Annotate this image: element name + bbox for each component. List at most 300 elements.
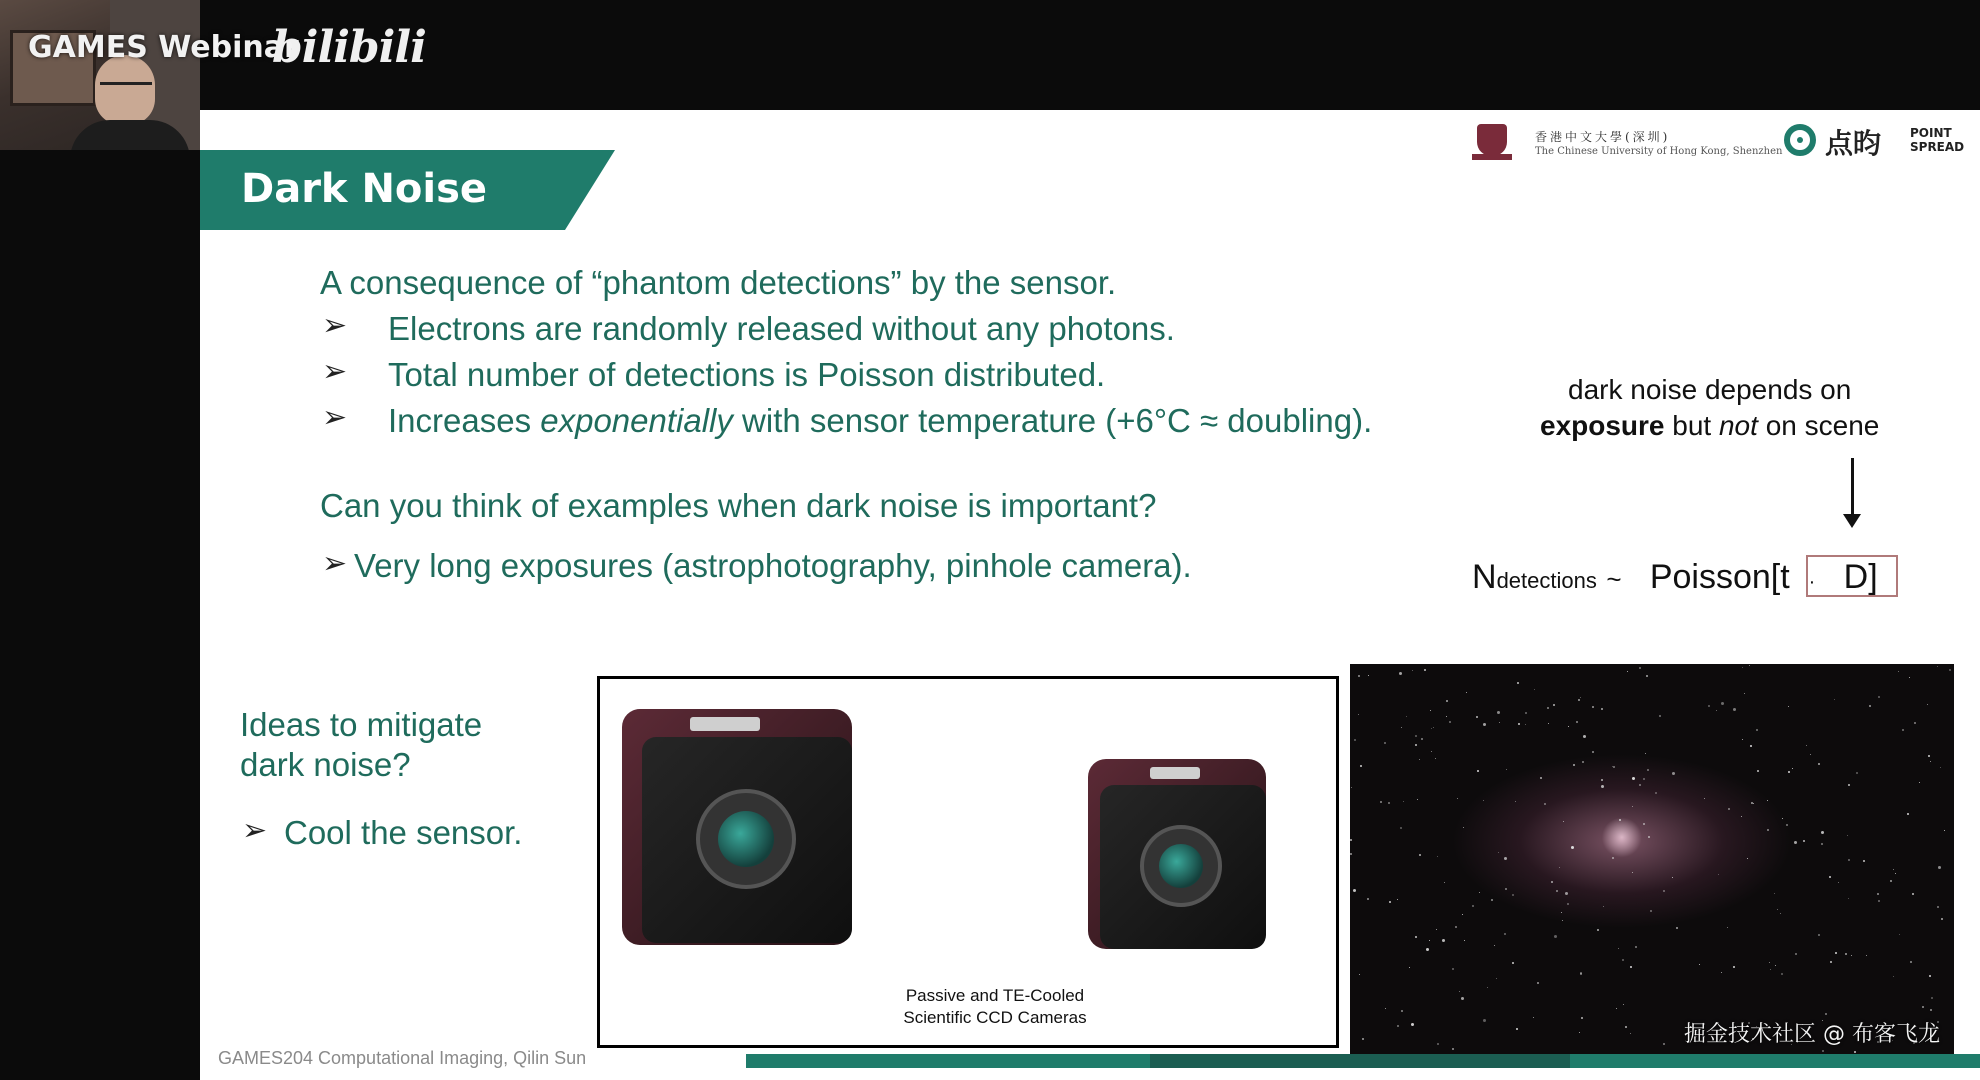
formula-close: ]	[1868, 558, 1878, 596]
star-dot	[1504, 857, 1507, 860]
star-dot	[1556, 890, 1558, 892]
star-dot	[1733, 708, 1736, 711]
star-dot	[1483, 1019, 1486, 1022]
star-dot	[1351, 787, 1352, 788]
star-dot	[1354, 739, 1356, 741]
star-dot	[1362, 1038, 1364, 1040]
star-dot	[1834, 699, 1835, 700]
down-arrow-icon	[1851, 458, 1854, 518]
star-dot	[1856, 772, 1858, 774]
slide-footer: GAMES204 Computational Imaging, Qilin Sun	[218, 1048, 587, 1068]
star-dot	[1663, 1043, 1665, 1045]
star-dot	[1910, 961, 1912, 963]
star-dot	[1854, 1051, 1856, 1053]
star-dot	[1750, 745, 1752, 747]
cuhk-name-en: The Chinese University of Hong Kong, Shenzhen	[1535, 146, 1783, 157]
star-dot	[1515, 801, 1516, 802]
star-dot	[1769, 962, 1770, 963]
star-dot	[1525, 712, 1527, 714]
star-dot	[1902, 729, 1904, 731]
star-dot	[1431, 728, 1432, 729]
star-dot	[1601, 708, 1603, 710]
star-dot	[1573, 764, 1575, 766]
star-dot	[1421, 738, 1423, 740]
star-dot	[1578, 699, 1580, 701]
star-dot	[1648, 836, 1650, 838]
star-dot	[1487, 987, 1488, 988]
star-dot	[1613, 766, 1615, 768]
cuhk-crest-base	[1472, 154, 1512, 160]
star-dot	[1622, 959, 1624, 961]
star-dot	[1415, 744, 1417, 746]
star-dot	[1419, 854, 1421, 856]
camera-caption-line1: Passive and TE-Cooled	[905, 986, 1085, 1005]
star-dot	[1544, 803, 1546, 805]
star-dot	[1912, 893, 1914, 895]
highlight-box	[1806, 555, 1898, 597]
star-dot	[1491, 899, 1493, 901]
star-dot	[1708, 705, 1710, 707]
star-dot	[1401, 727, 1402, 728]
star-dot	[1457, 798, 1458, 799]
star-dot	[1399, 672, 1402, 675]
star-dot	[1540, 777, 1542, 779]
star-dot	[1659, 715, 1661, 717]
mitigate-bullet: Cool the sensor.	[284, 814, 523, 851]
star-dot	[1635, 946, 1637, 948]
star-dot	[1592, 706, 1594, 708]
star-dot	[1619, 819, 1621, 821]
star-dot	[1388, 802, 1390, 804]
star-dot	[1424, 669, 1426, 671]
star-dot	[1417, 799, 1418, 800]
question-text: Can you think of examples when dark noise is important?	[320, 487, 1157, 524]
star-dot	[1632, 806, 1633, 807]
star-dot	[1829, 876, 1831, 878]
star-dot	[1838, 882, 1839, 883]
star-dot	[1444, 882, 1445, 883]
star-dot	[1380, 801, 1382, 803]
star-dot	[1483, 723, 1486, 726]
presenter-webcam	[0, 0, 200, 150]
star-dot	[1466, 692, 1467, 693]
star-dot	[1940, 767, 1941, 768]
star-dot	[1446, 700, 1448, 702]
star-dot	[1786, 824, 1788, 826]
star-dot	[1479, 892, 1480, 893]
star-dot	[1878, 900, 1880, 902]
star-dot	[1627, 671, 1628, 672]
star-dot	[1506, 769, 1507, 770]
mitigate-line1: Ideas to mitigate	[240, 706, 483, 743]
camera-caption-line2: Scientific CCD Cameras	[903, 1008, 1087, 1027]
star-dot	[1749, 665, 1750, 666]
star-dot	[1821, 831, 1824, 834]
star-dot	[1430, 710, 1431, 711]
star-dot	[1774, 893, 1775, 894]
star-dot	[1512, 894, 1514, 896]
star-dot	[1878, 696, 1880, 698]
star-dot	[1449, 721, 1451, 723]
star-dot	[1592, 751, 1594, 753]
bullet-arrow-icon: ➢	[322, 546, 348, 581]
star-dot	[1756, 729, 1758, 731]
bullet-arrow-icon: ➢	[322, 354, 348, 389]
star-dot	[1411, 1023, 1414, 1026]
star-dot	[1835, 952, 1837, 954]
bullet-item: Total number of detections is Poisson distributed.	[388, 356, 1106, 393]
star-dot	[1419, 759, 1420, 760]
star-dot	[1433, 727, 1434, 728]
star-dot	[1597, 929, 1599, 931]
star-dot	[1704, 798, 1705, 799]
star-dot	[1400, 827, 1402, 829]
star-dot	[1927, 704, 1928, 705]
star-dot	[1663, 890, 1665, 892]
star-dot	[1518, 723, 1520, 725]
star-dot	[1406, 716, 1407, 717]
formula-dot: ·	[1808, 571, 1816, 593]
star-dot	[1583, 735, 1586, 738]
star-dot	[1830, 961, 1832, 963]
star-dot	[1537, 982, 1539, 984]
bullet-item-temperature	[388, 402, 1372, 440]
down-arrow-head-icon	[1843, 514, 1861, 528]
star-dot	[1645, 753, 1646, 754]
star-dot	[1562, 920, 1563, 921]
camera-caption	[885, 985, 1105, 1029]
star-dot	[1757, 770, 1759, 772]
star-dot	[1548, 723, 1549, 724]
star-dot	[1435, 758, 1436, 759]
bullet-text-after: with sensor temperature (+6°C ≈ doubling).	[732, 402, 1373, 439]
star-dot	[1907, 813, 1909, 815]
formula-subscript: detections	[1496, 568, 1597, 593]
star-dot	[1353, 889, 1356, 892]
star-dot	[1899, 934, 1900, 935]
star-dot	[1553, 704, 1555, 706]
star-dot	[1499, 722, 1500, 723]
side-note-end: on scene	[1757, 410, 1880, 441]
star-dot	[1397, 899, 1398, 900]
star-dot	[1721, 702, 1724, 705]
star-dot	[1895, 873, 1896, 874]
star-dot	[1401, 1010, 1403, 1012]
star-dot	[1639, 667, 1641, 669]
star-dot	[1803, 840, 1805, 842]
cuhk-crest-icon	[1477, 124, 1507, 156]
star-dot	[1928, 755, 1930, 757]
star-dot	[1893, 976, 1894, 977]
star-dot	[1350, 839, 1352, 841]
star-dot	[1436, 929, 1437, 930]
star-dot	[1496, 978, 1497, 979]
star-dot	[1845, 953, 1847, 955]
star-dot	[1781, 973, 1783, 975]
slide	[200, 110, 1980, 1080]
star-dot	[1565, 892, 1568, 895]
star-dot	[1504, 933, 1506, 935]
star-dot	[1780, 913, 1781, 914]
slide-title: Dark Noise	[241, 166, 488, 212]
star-dot	[1825, 1013, 1827, 1015]
bullet-item: Electrons are randomly released without any photons.	[388, 310, 1175, 347]
star-dot	[1579, 1032, 1580, 1033]
star-dot	[1851, 955, 1852, 956]
star-dot	[1463, 827, 1464, 828]
pointspread-name-en-1: POINT	[1910, 126, 1952, 140]
star-dot	[1792, 768, 1793, 769]
formula-d: D	[1843, 558, 1869, 596]
formula-tilde: ~	[1606, 564, 1622, 594]
star-dot	[1517, 682, 1519, 684]
star-dot	[1534, 689, 1535, 690]
star-dot	[1744, 693, 1745, 694]
star-dot	[1554, 935, 1557, 938]
formula-t: t	[1780, 558, 1790, 596]
star-dot	[1650, 910, 1652, 912]
star-dot	[1937, 666, 1938, 667]
star-dot	[1930, 1009, 1932, 1011]
star-dot	[1818, 934, 1820, 936]
star-dot	[1384, 742, 1386, 744]
star-dot	[1818, 763, 1820, 765]
star-dot	[1733, 966, 1735, 968]
star-dot	[1672, 772, 1675, 775]
star-dot	[1581, 1017, 1583, 1019]
star-dot	[1767, 829, 1769, 831]
side-note-italic: not	[1718, 410, 1758, 441]
star-dot	[1476, 716, 1478, 718]
star-dot	[1616, 1008, 1617, 1009]
star-dot	[1563, 821, 1564, 822]
star-dot	[1821, 843, 1823, 845]
star-dot	[1494, 945, 1495, 946]
star-dot	[1742, 739, 1743, 740]
star-dot	[1877, 893, 1879, 895]
star-dot	[1643, 823, 1645, 825]
star-dot	[1459, 991, 1460, 992]
star-dot	[1930, 761, 1931, 762]
star-dot	[1505, 888, 1507, 890]
star-dot	[1618, 948, 1619, 949]
star-dot	[1655, 792, 1657, 794]
star-dot	[1547, 707, 1549, 709]
pointspread-name-cn: 点昀	[1825, 127, 1882, 160]
pointspread-name-en-2: SPREAD	[1910, 140, 1965, 154]
star-dot	[1358, 714, 1359, 715]
star-dot	[1415, 735, 1417, 737]
star-dot	[1437, 1043, 1439, 1045]
star-dot	[1368, 675, 1369, 676]
star-dot	[1848, 784, 1850, 786]
star-dot	[1442, 939, 1445, 942]
side-note-line1: dark noise depends on	[1568, 374, 1852, 405]
star-dot	[1601, 785, 1604, 788]
star-dot	[1949, 669, 1951, 671]
star-dot	[1721, 972, 1722, 973]
star-dot	[1452, 968, 1454, 970]
star-dot	[1630, 1033, 1631, 1034]
camera-large-label	[690, 717, 760, 731]
star-dot	[1409, 967, 1410, 968]
star-dot	[1525, 724, 1526, 725]
star-dot	[1437, 856, 1438, 857]
star-dot	[1741, 816, 1742, 817]
star-dot	[1533, 1017, 1534, 1018]
star-dot	[1389, 901, 1391, 903]
star-dot	[1497, 711, 1500, 714]
star-dot	[1788, 706, 1789, 707]
side-note-mid: but	[1664, 410, 1719, 441]
star-dot	[1632, 872, 1633, 873]
games-webinar-label: GAMES Webinar	[28, 30, 299, 65]
star-dot	[1937, 906, 1939, 908]
left-black-strip	[0, 110, 200, 1080]
mitigate-line2: dark noise?	[240, 746, 411, 783]
star-dot	[1431, 751, 1432, 752]
star-dot	[1847, 835, 1848, 836]
bullet-arrow-icon: ➢	[322, 400, 348, 435]
star-dot	[1639, 784, 1641, 786]
star-dot	[1582, 761, 1584, 763]
star-dot	[1922, 1006, 1924, 1008]
star-dot	[1699, 964, 1700, 965]
star-dot	[1938, 866, 1941, 869]
star-dot	[1795, 953, 1797, 955]
star-dot	[1806, 745, 1807, 746]
star-dot	[1625, 1026, 1627, 1028]
star-dot	[1426, 948, 1429, 951]
star-dot	[1794, 841, 1797, 844]
star-dot	[1446, 716, 1447, 717]
star-dot	[1890, 880, 1892, 882]
star-dot	[1512, 962, 1514, 964]
pointspread-logo-icon	[1784, 124, 1816, 156]
camera-small-label	[1150, 767, 1200, 779]
star-dot	[1929, 975, 1931, 977]
star-dot	[1358, 675, 1360, 677]
star-dot	[1716, 710, 1717, 711]
star-dot	[1718, 874, 1719, 875]
star-dot	[1452, 1048, 1454, 1050]
star-dot	[1810, 754, 1811, 755]
star-dot	[1863, 860, 1865, 862]
star-dot	[1559, 867, 1560, 868]
star-dot	[1767, 800, 1768, 801]
side-note-line2	[1540, 410, 1879, 442]
star-dot	[1455, 926, 1457, 928]
star-dot	[1931, 997, 1933, 999]
star-dot	[1462, 914, 1463, 915]
side-note-bold: exposure	[1540, 410, 1665, 441]
star-dot	[1568, 726, 1569, 727]
star-dot	[1848, 859, 1850, 861]
star-dot	[1576, 721, 1578, 723]
star-dot	[1747, 858, 1748, 859]
star-dot	[1919, 782, 1920, 783]
star-dot	[1571, 846, 1574, 849]
star-dot	[1403, 801, 1404, 802]
camera-large-sensor	[718, 811, 774, 867]
bullet-arrow-icon: ➢	[242, 813, 268, 848]
star-dot	[1367, 898, 1369, 900]
formula-n: N	[1472, 558, 1497, 596]
star-dot	[1603, 906, 1604, 907]
star-dot	[1782, 818, 1783, 819]
star-dot	[1822, 1050, 1824, 1052]
star-dot	[1612, 857, 1614, 859]
star-dot	[1777, 909, 1778, 910]
star-dot	[1643, 778, 1645, 780]
answer-text: Very long exposures (astrophotography, pinhole camera).	[354, 547, 1192, 584]
bullet-text-emphasis: exponentially	[540, 402, 733, 439]
star-dot	[1623, 1004, 1624, 1005]
star-dot	[1672, 877, 1673, 878]
star-dot	[1551, 881, 1553, 883]
star-dot	[1647, 769, 1649, 771]
star-dot	[1753, 803, 1754, 804]
star-dot	[1477, 770, 1479, 772]
star-dot	[1483, 800, 1484, 801]
camera-small-sensor	[1159, 844, 1203, 888]
star-dot	[1788, 771, 1790, 773]
star-dot	[1580, 972, 1582, 974]
footer-accent-bar-dark	[1150, 1054, 1570, 1068]
star-dot	[1350, 853, 1352, 855]
juejin-watermark: 掘金技术社区 @ 布客飞龙	[1684, 1022, 1940, 1047]
star-dot	[1359, 974, 1360, 975]
star-dot	[1727, 927, 1728, 928]
ccd-camera-image	[597, 676, 1339, 1048]
star-dot	[1415, 936, 1417, 938]
star-dot	[1360, 765, 1362, 767]
star-dot	[1561, 912, 1562, 913]
star-dot	[1397, 1025, 1399, 1027]
star-dot	[1385, 1008, 1386, 1009]
star-dot	[1429, 940, 1430, 941]
intro-text: A consequence of “phantom detections” by the sensor.	[320, 264, 1117, 301]
star-dot	[1464, 940, 1465, 941]
star-dot	[1941, 918, 1943, 920]
star-dot	[1728, 808, 1730, 810]
star-dot	[1630, 966, 1632, 968]
star-dot	[1676, 927, 1678, 929]
star-dot	[1944, 830, 1945, 831]
astro-night-sky-image	[1350, 664, 1954, 1058]
bullet-text-before: Increases	[388, 402, 541, 439]
star-dot	[1909, 677, 1910, 678]
bilibili-logo: bilibili	[272, 22, 426, 73]
star-dot	[1472, 905, 1474, 907]
star-dot	[1775, 965, 1776, 966]
star-dot	[1580, 697, 1581, 698]
star-dot	[1601, 779, 1603, 781]
star-dot	[1770, 969, 1771, 970]
star-dot	[1914, 722, 1916, 724]
star-dot	[1893, 869, 1894, 870]
star-dot	[1567, 903, 1569, 905]
star-dot	[1646, 675, 1648, 677]
cuhk-name-cn: 香港中文大學(深圳)	[1535, 130, 1671, 144]
star-dot	[1632, 777, 1635, 780]
star-dot	[1412, 670, 1413, 671]
star-dot	[1866, 955, 1867, 956]
star-dot	[1516, 1028, 1518, 1030]
star-dot	[1848, 898, 1849, 899]
bullet-arrow-icon: ➢	[322, 308, 348, 343]
star-dot	[1898, 671, 1899, 672]
